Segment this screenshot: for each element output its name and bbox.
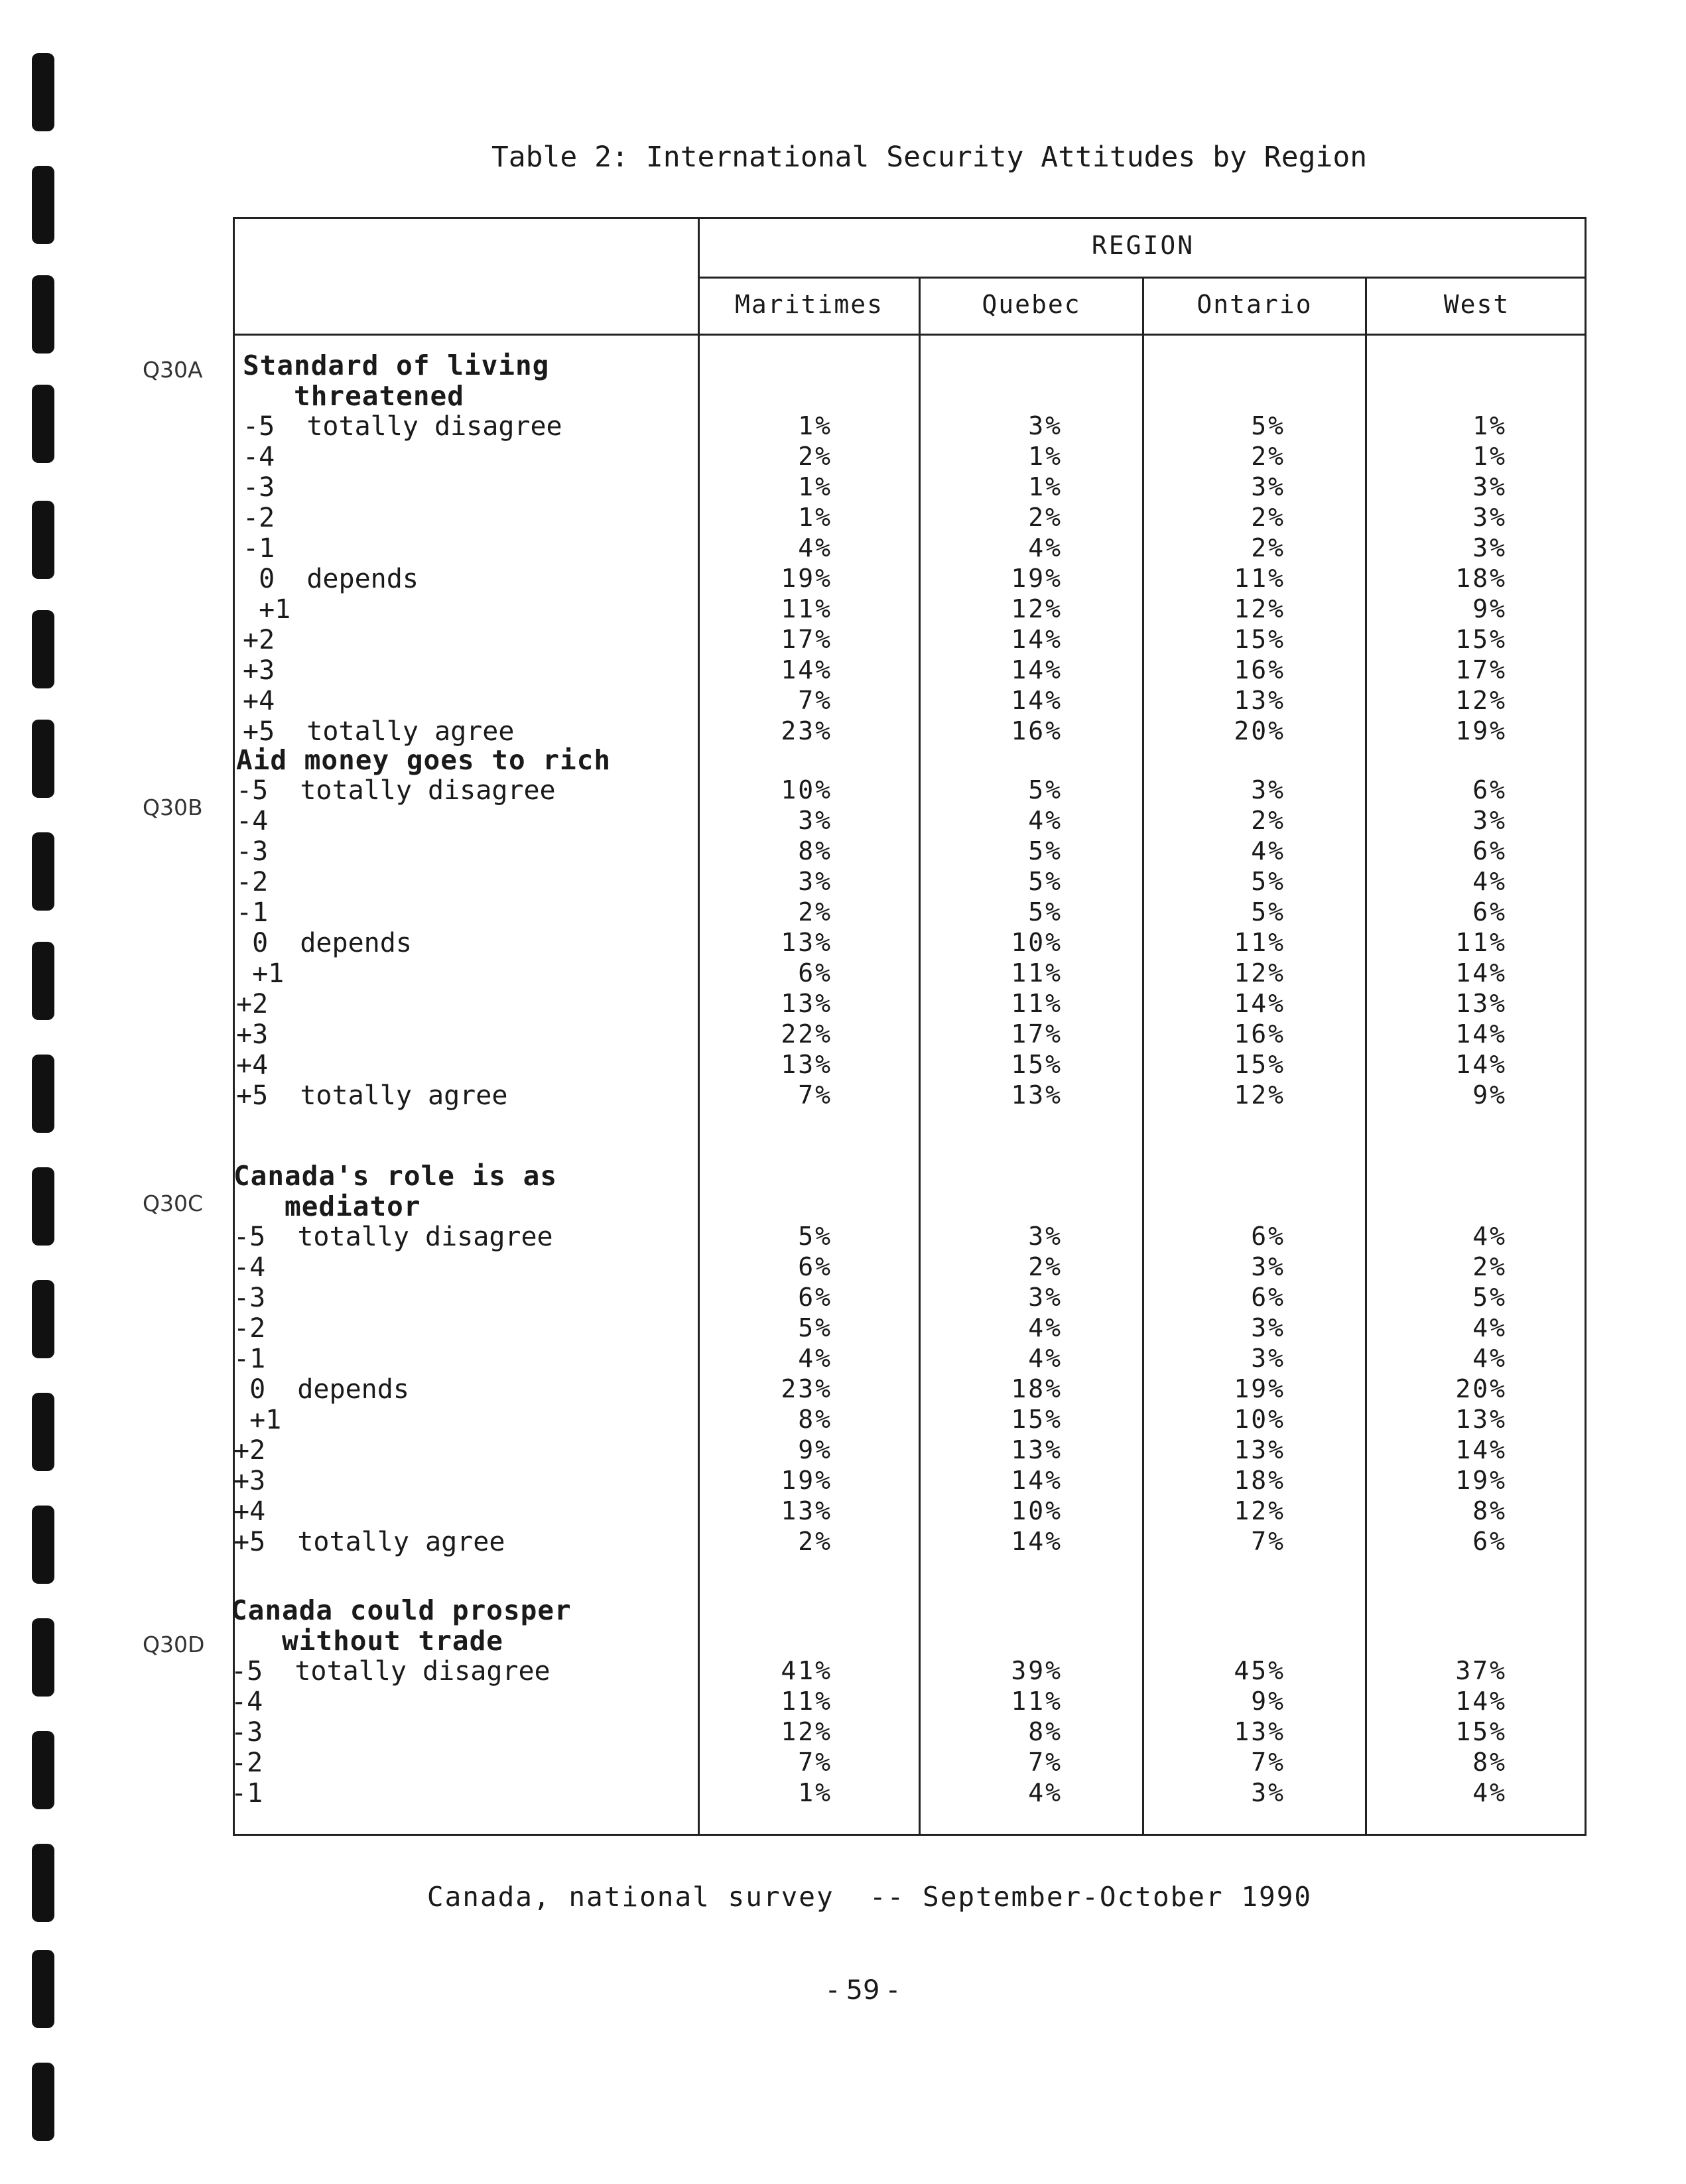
section-title: Aid money goes to rich xyxy=(236,744,612,776)
table-cell: 11% xyxy=(1011,989,1063,1018)
table-cell: 7% xyxy=(1028,1748,1063,1777)
table-cell: 2% xyxy=(1472,1252,1507,1281)
table-cell: 16% xyxy=(1011,716,1063,745)
row-label: +4 xyxy=(233,1496,266,1527)
table-cell: 6% xyxy=(798,1252,832,1281)
binder-hole xyxy=(32,275,54,353)
table-cell: 12% xyxy=(1234,594,1285,623)
row-label: -4 xyxy=(231,1687,263,1717)
table-cell: 11% xyxy=(1011,1687,1063,1716)
table-cell: 5% xyxy=(1251,411,1285,440)
row-label: -2 xyxy=(243,503,275,533)
row-label: -5 totally disagree xyxy=(233,1222,553,1252)
table-cell: 13% xyxy=(1011,1435,1063,1464)
table-cell: 3% xyxy=(798,806,832,835)
table-cell: 6% xyxy=(798,1283,832,1312)
row-label: +2 xyxy=(233,1435,266,1466)
table-cell: 39% xyxy=(1011,1656,1063,1685)
table-cell: 6% xyxy=(1251,1222,1285,1251)
row-label: -2 xyxy=(231,1748,263,1778)
table-cell: 10% xyxy=(1011,928,1063,957)
table-cell: 37% xyxy=(1455,1656,1507,1685)
row-label: +4 xyxy=(243,686,275,716)
binder-hole xyxy=(32,1280,54,1358)
table-frame xyxy=(233,217,1587,1836)
table-cell: 1% xyxy=(1028,442,1063,471)
table-cell: 23% xyxy=(781,1374,832,1403)
table-cell: 3% xyxy=(1028,411,1063,440)
table-cell: 13% xyxy=(1234,686,1285,715)
binder-hole xyxy=(32,832,54,911)
table-cell: 13% xyxy=(1234,1435,1285,1464)
table-cell: 13% xyxy=(781,1496,832,1525)
table-cell: 3% xyxy=(1028,1222,1063,1251)
table-cell: 5% xyxy=(1251,897,1285,927)
table-cell: 2% xyxy=(1028,503,1063,532)
table-cell: 8% xyxy=(798,836,832,866)
table-cell: 8% xyxy=(1028,1717,1063,1746)
table-cell: 12% xyxy=(1011,594,1063,623)
table-cell: 6% xyxy=(1472,836,1507,866)
table-cell: 19% xyxy=(1455,716,1507,745)
binder-hole xyxy=(32,720,54,798)
table-cell: 18% xyxy=(1234,1466,1285,1495)
table-cell: 3% xyxy=(1472,503,1507,532)
table-cell: 12% xyxy=(1234,958,1285,988)
table-cell: 23% xyxy=(781,716,832,745)
table-cell: 3% xyxy=(1472,806,1507,835)
table-cell: 11% xyxy=(1011,958,1063,988)
table-cell: 4% xyxy=(1472,867,1507,896)
table-cell: 8% xyxy=(1472,1496,1507,1525)
row-label: -4 xyxy=(236,806,269,836)
table-cell: 18% xyxy=(1011,1374,1063,1403)
table-cell: 8% xyxy=(798,1405,832,1434)
table-cell: 6% xyxy=(1472,1527,1507,1556)
table-cell: 20% xyxy=(1455,1374,1507,1403)
column-header-maritimes: Maritimes xyxy=(735,290,883,319)
table-cell: 19% xyxy=(1011,564,1063,593)
table-cell: 4% xyxy=(1472,1313,1507,1342)
binder-hole xyxy=(32,1506,54,1584)
table-cell: 15% xyxy=(1011,1050,1063,1079)
table-cell: 5% xyxy=(1028,775,1063,804)
page-number: - 59 - xyxy=(828,1975,898,2006)
table-cell: 8% xyxy=(1472,1748,1507,1777)
question-id: Q30C xyxy=(143,1190,204,1216)
table-cell: 19% xyxy=(1234,1374,1285,1403)
binder-hole xyxy=(32,942,54,1020)
table-cell: 41% xyxy=(781,1656,832,1685)
table-cell: 5% xyxy=(798,1313,832,1342)
table-cell: 13% xyxy=(1455,989,1507,1018)
binder-holes xyxy=(32,40,58,2162)
table-cell: 5% xyxy=(1028,897,1063,927)
table-cell: 14% xyxy=(1011,655,1063,684)
table-cell: 9% xyxy=(1251,1687,1285,1716)
table-cell: 14% xyxy=(1011,1466,1063,1495)
binder-hole xyxy=(32,2063,54,2141)
table-cell: 3% xyxy=(1251,1252,1285,1281)
table-cell: 2% xyxy=(798,442,832,471)
table-cell: 3% xyxy=(1472,533,1507,562)
table-cell: 4% xyxy=(1028,806,1063,835)
table-cell: 4% xyxy=(1028,1313,1063,1342)
table-cell: 4% xyxy=(1472,1222,1507,1251)
table-cell: 14% xyxy=(1011,1527,1063,1556)
row-label: -2 xyxy=(233,1313,266,1344)
table-cell: 5% xyxy=(1028,867,1063,896)
row-label: -5 totally disagree xyxy=(231,1656,551,1687)
table-cell: 1% xyxy=(1472,411,1507,440)
table-cell: 6% xyxy=(1472,775,1507,804)
table-cell: 10% xyxy=(781,775,832,804)
table-cell: 5% xyxy=(798,1222,832,1251)
column-divider-3 xyxy=(1365,277,1367,1836)
table-cell: 2% xyxy=(1251,533,1285,562)
row-label: -3 xyxy=(231,1717,263,1748)
section-title: Canada's role is as mediator xyxy=(233,1160,557,1222)
table-cell: 4% xyxy=(1472,1778,1507,1807)
table-cell: 9% xyxy=(1472,594,1507,623)
table-cell: 10% xyxy=(1234,1405,1285,1434)
column-header-ontario: Ontario xyxy=(1197,290,1313,319)
row-label: +5 totally agree xyxy=(236,1080,508,1111)
table-cell: 11% xyxy=(1455,928,1507,957)
table-cell: 4% xyxy=(1472,1344,1507,1373)
row-label: -3 xyxy=(243,472,275,503)
table-cell: 13% xyxy=(1234,1717,1285,1746)
table-cell: 11% xyxy=(781,594,832,623)
table-cell: 10% xyxy=(1011,1496,1063,1525)
label-column-divider xyxy=(698,217,700,1836)
table-cell: 22% xyxy=(781,1019,832,1049)
table-cell: 4% xyxy=(798,1344,832,1373)
table-cell: 2% xyxy=(798,897,832,927)
table-cell: 16% xyxy=(1234,1019,1285,1049)
table-cell: 1% xyxy=(798,472,832,501)
table-cell: 15% xyxy=(1234,1050,1285,1079)
table-cell: 14% xyxy=(1455,1019,1507,1049)
table-cell: 15% xyxy=(1455,1717,1507,1746)
row-label: 0 depends xyxy=(243,564,419,594)
table-cell: 5% xyxy=(1028,836,1063,866)
table-cell: 18% xyxy=(1455,564,1507,593)
binder-hole xyxy=(32,53,54,131)
table-cell: 4% xyxy=(1028,1778,1063,1807)
binder-hole xyxy=(32,1618,54,1697)
table-cell: 4% xyxy=(1028,1344,1063,1373)
table-cell: 6% xyxy=(1472,897,1507,927)
survey-footer: Canada, national survey -- September-October 1990 xyxy=(426,1881,1313,1913)
table-cell: 4% xyxy=(1028,533,1063,562)
table-cell: 3% xyxy=(798,867,832,896)
row-label: -1 xyxy=(233,1344,266,1374)
section-title: Standard of living threatened xyxy=(243,350,550,412)
row-label: 0 depends xyxy=(236,928,412,958)
row-label: -3 xyxy=(236,836,269,867)
column-divider-1 xyxy=(919,277,921,1836)
table-cell: 14% xyxy=(1455,1050,1507,1079)
table-cell: 5% xyxy=(1472,1283,1507,1312)
row-label: -5 totally disagree xyxy=(236,775,556,806)
binder-hole xyxy=(32,1731,54,1809)
table-cell: 16% xyxy=(1234,655,1285,684)
table-cell: 13% xyxy=(781,928,832,957)
row-label: +2 xyxy=(236,989,269,1019)
table-cell: 7% xyxy=(1251,1527,1285,1556)
table-cell: 9% xyxy=(1472,1080,1507,1110)
table-cell: 3% xyxy=(1251,1344,1285,1373)
row-label: -3 xyxy=(233,1283,266,1313)
row-label: -2 xyxy=(236,867,269,897)
row-label: +5 totally agree xyxy=(233,1527,505,1557)
table-cell: 19% xyxy=(1455,1466,1507,1495)
table-cell: 3% xyxy=(1251,472,1285,501)
region-header: REGION xyxy=(1091,231,1195,260)
table-cell: 15% xyxy=(1455,625,1507,654)
table-cell: 17% xyxy=(1011,1019,1063,1049)
row-label: +5 totally agree xyxy=(243,716,515,747)
table-cell: 14% xyxy=(1455,1435,1507,1464)
table-cell: 4% xyxy=(798,533,832,562)
table-cell: 2% xyxy=(798,1527,832,1556)
table-cell: 3% xyxy=(1251,1778,1285,1807)
binder-hole xyxy=(32,610,54,688)
table-title: Table 2: International Security Attitudes by Region xyxy=(491,141,1368,174)
table-cell: 13% xyxy=(781,989,832,1018)
table-cell: 19% xyxy=(781,564,832,593)
row-label: -5 totally disagree xyxy=(243,411,562,442)
table-cell: 3% xyxy=(1251,775,1285,804)
table-cell: 2% xyxy=(1251,503,1285,532)
row-label: -1 xyxy=(231,1778,263,1809)
table-cell: 4% xyxy=(1251,836,1285,866)
table-cell: 14% xyxy=(781,655,832,684)
binder-hole xyxy=(32,166,54,244)
table-cell: 14% xyxy=(1011,625,1063,654)
table-cell: 45% xyxy=(1234,1656,1285,1685)
row-label: +2 xyxy=(243,625,275,655)
table-cell: 2% xyxy=(1028,1252,1063,1281)
table-cell: 12% xyxy=(781,1717,832,1746)
table-cell: 1% xyxy=(798,411,832,440)
binder-hole xyxy=(32,1393,54,1471)
table-cell: 13% xyxy=(781,1050,832,1079)
table-cell: 11% xyxy=(781,1687,832,1716)
table-cell: 1% xyxy=(798,503,832,532)
question-id: Q30A xyxy=(143,357,203,383)
table-cell: 12% xyxy=(1455,686,1507,715)
table-cell: 7% xyxy=(798,1748,832,1777)
table-cell: 11% xyxy=(1234,564,1285,593)
row-label: -1 xyxy=(243,533,275,564)
table-cell: 3% xyxy=(1472,472,1507,501)
table-cell: 1% xyxy=(1028,472,1063,501)
table-cell: 1% xyxy=(798,1778,832,1807)
row-label: +1 xyxy=(233,1405,282,1435)
binder-hole xyxy=(32,1167,54,1246)
column-divider-2 xyxy=(1142,277,1144,1836)
row-label: -1 xyxy=(236,897,269,928)
binder-hole xyxy=(32,501,54,579)
table-cell: 9% xyxy=(798,1435,832,1464)
question-id: Q30B xyxy=(143,795,203,820)
row-label: +3 xyxy=(233,1466,266,1496)
table-cell: 3% xyxy=(1251,1313,1285,1342)
table-cell: 15% xyxy=(1011,1405,1063,1434)
table-cell: 17% xyxy=(781,625,832,654)
table-cell: 7% xyxy=(1251,1748,1285,1777)
table-cell: 13% xyxy=(1455,1405,1507,1434)
table-cell: 1% xyxy=(1472,442,1507,471)
table-cell: 5% xyxy=(1251,867,1285,896)
row-label: -4 xyxy=(243,442,275,472)
table-cell: 13% xyxy=(1011,1080,1063,1110)
table-cell: 12% xyxy=(1234,1496,1285,1525)
section-title: Canada could prosper without trade xyxy=(231,1594,572,1657)
table-cell: 20% xyxy=(1234,716,1285,745)
table-cell: 11% xyxy=(1234,928,1285,957)
column-header-quebec: Quebec xyxy=(982,290,1081,319)
row-label: +1 xyxy=(243,594,291,625)
row-label: -4 xyxy=(233,1252,266,1283)
table-cell: 17% xyxy=(1455,655,1507,684)
binder-hole xyxy=(32,385,54,463)
binder-hole xyxy=(32,1055,54,1133)
row-label: +4 xyxy=(236,1050,269,1080)
row-label: +3 xyxy=(243,655,275,686)
question-id: Q30D xyxy=(143,1632,205,1657)
table-cell: 7% xyxy=(798,1080,832,1110)
table-cell: 19% xyxy=(781,1466,832,1495)
table-cell: 7% xyxy=(798,686,832,715)
table-cell: 15% xyxy=(1234,625,1285,654)
table-cell: 6% xyxy=(798,958,832,988)
table-cell: 14% xyxy=(1011,686,1063,715)
table-cell: 14% xyxy=(1234,989,1285,1018)
row-label: +3 xyxy=(236,1019,269,1050)
table-cell: 2% xyxy=(1251,442,1285,471)
table-cell: 6% xyxy=(1251,1283,1285,1312)
table-cell: 14% xyxy=(1455,1687,1507,1716)
table-cell: 3% xyxy=(1028,1283,1063,1312)
column-header-divider xyxy=(233,334,1587,336)
row-label: 0 depends xyxy=(233,1374,409,1405)
table-cell: 14% xyxy=(1455,958,1507,988)
table-cell: 12% xyxy=(1234,1080,1285,1110)
row-label: +1 xyxy=(236,958,285,989)
column-header-west: West xyxy=(1443,290,1510,319)
table-cell: 2% xyxy=(1251,806,1285,835)
